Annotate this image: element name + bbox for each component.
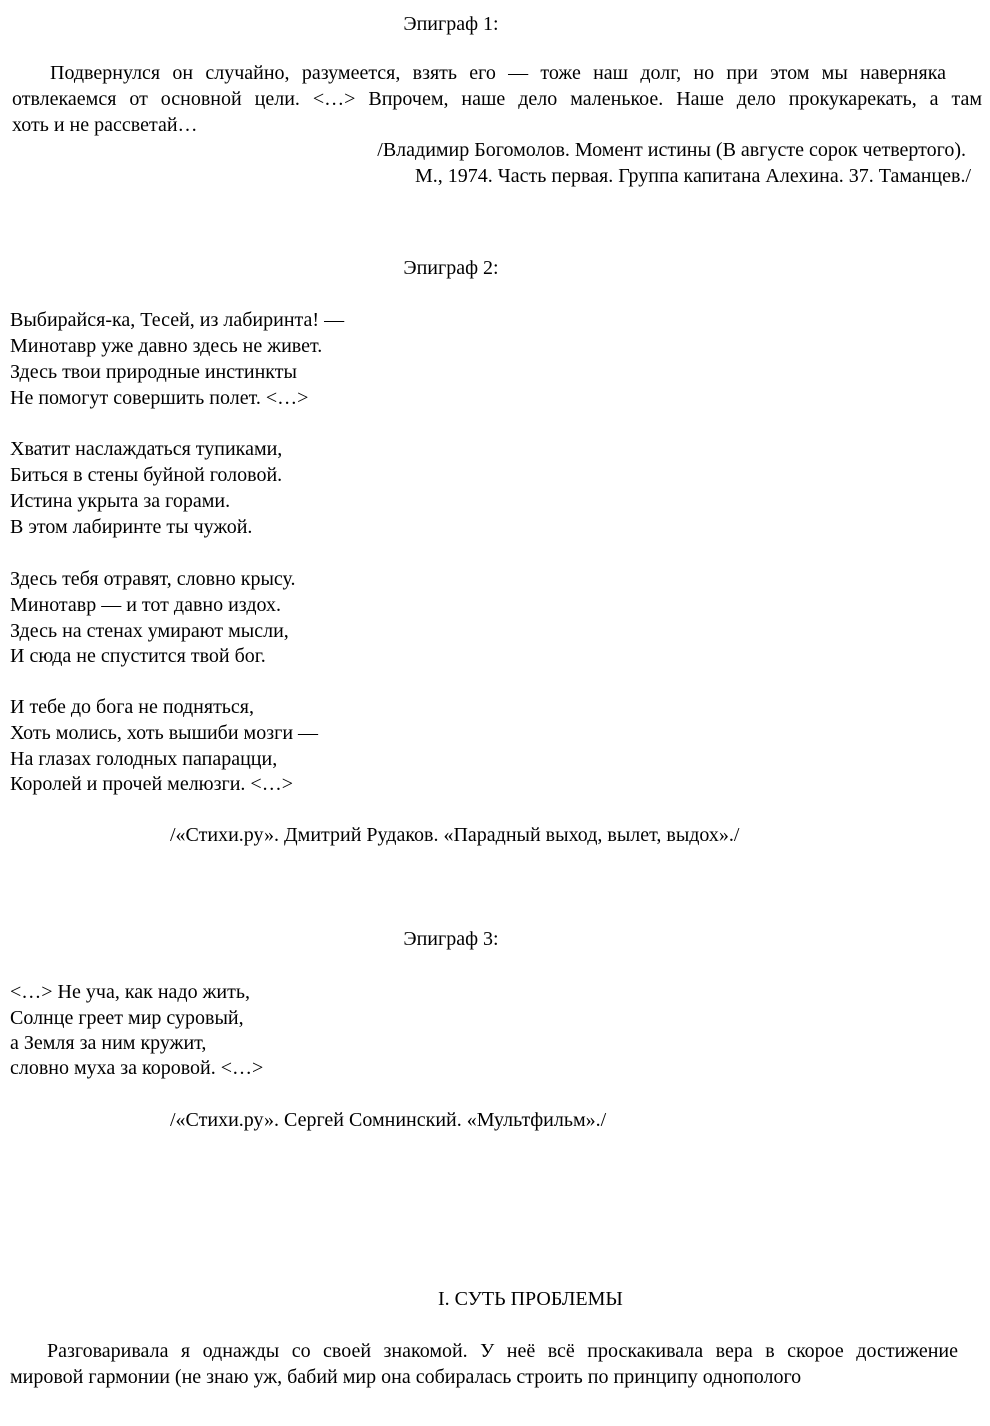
epigraph1-line-1: Подвернулся он случайно, разумеется, взять его — тоже наш долг, но при этом мы наверняка: [50, 62, 946, 84]
epigraph3-source: /«Стихи.ру». Сергей Сомнинский. «Мультфильм»./: [170, 1109, 607, 1131]
epigraph1-line-3: хоть и не рассветай…: [12, 114, 198, 136]
epigraph3-line1: <…> Не уча, как надо жить,: [10, 981, 250, 1003]
epigraph1-heading: Эпиграф 1:: [403, 13, 499, 35]
epigraph2-stanza2-line1: Хватит наслаждаться тупиками,: [10, 438, 283, 460]
epigraph3-line2: Солнце греет мир суровый,: [10, 1007, 244, 1029]
epigraph1-source-line-2: М., 1974. Часть первая. Группа капитана Алехина. 37. Таманцев./: [414, 165, 971, 187]
epigraph2-stanza4-line4: Королей и прочей мелюзги. <…>: [10, 773, 293, 795]
epigraph2-stanza3-line1: Здесь тебя отравят, словно крысу.: [10, 568, 296, 590]
epigraph2-stanza3-line3: Здесь на стенах умирают мысли,: [10, 620, 289, 642]
epigraph2-stanza1-line4: Не помогут совершить полет. <…>: [10, 387, 309, 409]
epigraph2-source: /«Стихи.ру». Дмитрий Рудаков. «Парадный выход, вылет, выдох»./: [170, 824, 740, 846]
epigraph2-stanza4-line2: Хоть молись, хоть вышиби мозги —: [10, 722, 319, 744]
section1-heading: I. СУТЬ ПРОБЛЕМЫ: [438, 1288, 623, 1310]
epigraph3-line3: а Земля за ним кружит,: [10, 1032, 207, 1054]
epigraph2-stanza2-line2: Биться в стены буйной головой.: [10, 464, 283, 486]
epigraph2-stanza1-line3: Здесь твои природные инстинкты: [10, 361, 297, 383]
epigraph1-source-line-1: /Владимир Богомолов. Момент истины (В августе сорок четвертого).: [377, 139, 966, 161]
epigraph2-stanza4-line3: На глазах голодных папарацци,: [10, 748, 278, 770]
epigraph3-line4: словно муха за коровой. <…>: [10, 1057, 264, 1079]
epigraph1-line-2: отвлекаемся от основной цели. <…> Впрочем, наше дело маленькое. Наше дело прокукарекать, а там: [12, 88, 982, 110]
epigraph2-stanza4-line1: И тебе до бога не подняться,: [10, 696, 255, 718]
epigraph2-stanza2-line4: В этом лабиринте ты чужой.: [10, 516, 253, 538]
epigraph2-heading: Эпиграф 2:: [403, 257, 499, 279]
section1-line-1: Разговаривала я однажды со своей знакомой. У неё всё проскакивала вера в скорое достижение: [47, 1340, 958, 1362]
epigraph2-stanza2-line3: Истина укрыта за горами.: [10, 490, 231, 512]
section1-line-2: мировой гармонии (не знаю уж, бабий мир она собиралась строить по принципу однополого: [10, 1366, 802, 1388]
epigraph2-stanza1-line1: Выбирайся-ка, Тесей, из лабиринта! —: [10, 309, 345, 331]
epigraph2-stanza3-line2: Минотавр — и тот давно издох.: [10, 594, 282, 616]
epigraph3-heading: Эпиграф 3:: [403, 928, 499, 950]
epigraph2-stanza3-line4: И сюда не спустится твой бог.: [10, 645, 266, 667]
epigraph2-stanza1-line2: Минотавр уже давно здесь не живет.: [10, 335, 323, 357]
